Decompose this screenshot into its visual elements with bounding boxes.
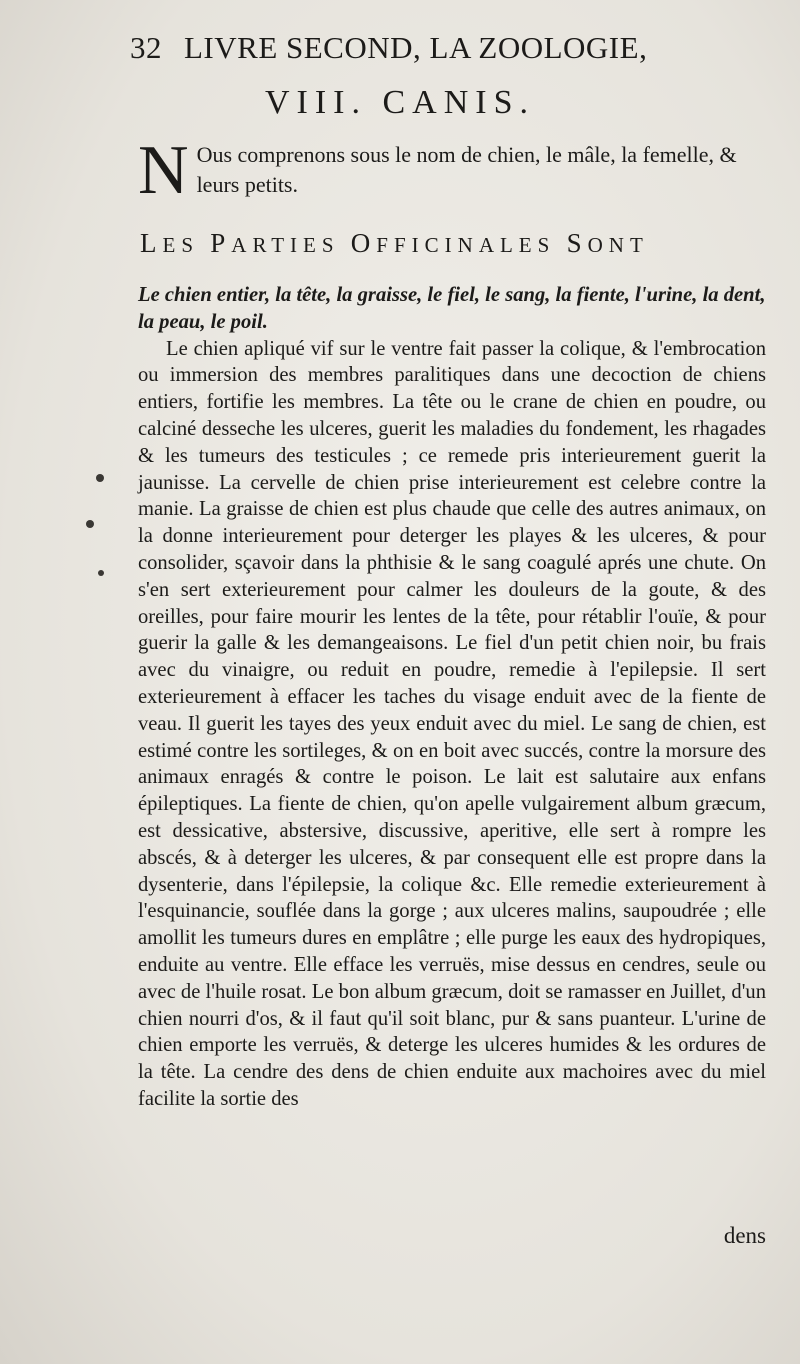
chapter-title: VIII. CANIS.	[264, 84, 536, 121]
ink-spot	[98, 570, 104, 576]
intro-text: Ous comprenons sous le nom de chien, le mâle, la femelle, & leurs petits.	[196, 142, 737, 197]
ink-spot	[86, 520, 94, 528]
section-subheading: LES PARTIES OFFICINALES SONT	[140, 228, 649, 258]
body-text	[138, 282, 766, 1113]
running-title: LIVRE SECOND, LA ZOOLOGIE,	[184, 30, 648, 65]
catchword: dens	[723, 1223, 766, 1248]
running-header	[130, 30, 770, 66]
main-paragraph: Le chien apliqué vif sur le ventre fait passer la colique, & l'embrocation ou immersion des membres paralitiques dans une decoction de chiens entiers, fortifie les membres. La tête ou le crane de chien en poudre, ou calciné desseche les ulceres, guerit les maladies du fondement, les rhagades & les tumeurs des testicules ; ce remede pris interieurement guerit la jaunisse. La cervelle de chien prise interieurement est celebre contre la manie. La graisse de chien est plus chaude que celle des autres animaux, on la donne interieurement pour deterger les playes & les ulceres, & pour consolider, sçavoir dans la phthisie & le sang coagulé aprés une chute. On s'en sert exterieurement pour calmer les douleurs de la goute, & des oreilles, pour faire mourir les lentes de la tête, pour rétablir l'ouïe, & pour guerir la galle & les demangeaisons. Le fiel d'un petit chien noir, bu frais avec du vinaigre, ou reduit en poudre, remedie à l'epilepsie. Il sert exterieurement à effacer les taches du visage enduit avec de la fiente de veau. Il guerit les tayes des yeux enduit avec du miel. Le sang de chien, est estimé contre les sortileges, & on en boit avec succés, contre la morsure des animaux enragés & contre le poison. Le lait est salutaire aux enfans épileptiques. La fiente de chien, qu'on apelle vulgairement album græcum, est dessicative, abstersive, discussive, aperitive, elle sert à rompre les abscés, & à deterger les ulceres, & par consequent elle est propre dans la dysenterie, dans l'épilepsie, la colique &c. Elle remedie exterieurement à l'esquinancie, souflée dans la gorge ; aux ulceres malins, saupoudrée ; elle amollit les tumeurs dures en emplâtre ; elle purge les eaux des hydropiques, enduite au ventre. Elle efface les verruës, mise dessus en cendres, seule ou avec de l'huile rosat. Le bon album græcum, doit se ramasser en Juillet, d'un chien nourri d'os, & il faut qu'il soit blanc, pur & sans puanteur. L'urine de chien emporte les verruës, & deterge les ulceres humides & les ordures de la tête. La cendre des dens de chien enduite aux machoires avec du miel facilite la sortie des	[138, 337, 766, 1110]
ink-spot	[96, 474, 104, 482]
page-number: 32	[130, 30, 162, 65]
parts-list: Le chien entier, la tête, la graisse, le fiel, le sang, la fiente, l'urine, la dent, la peau, le poil.	[138, 284, 766, 333]
intro-paragraph	[138, 132, 766, 209]
drop-cap: N	[138, 132, 189, 209]
